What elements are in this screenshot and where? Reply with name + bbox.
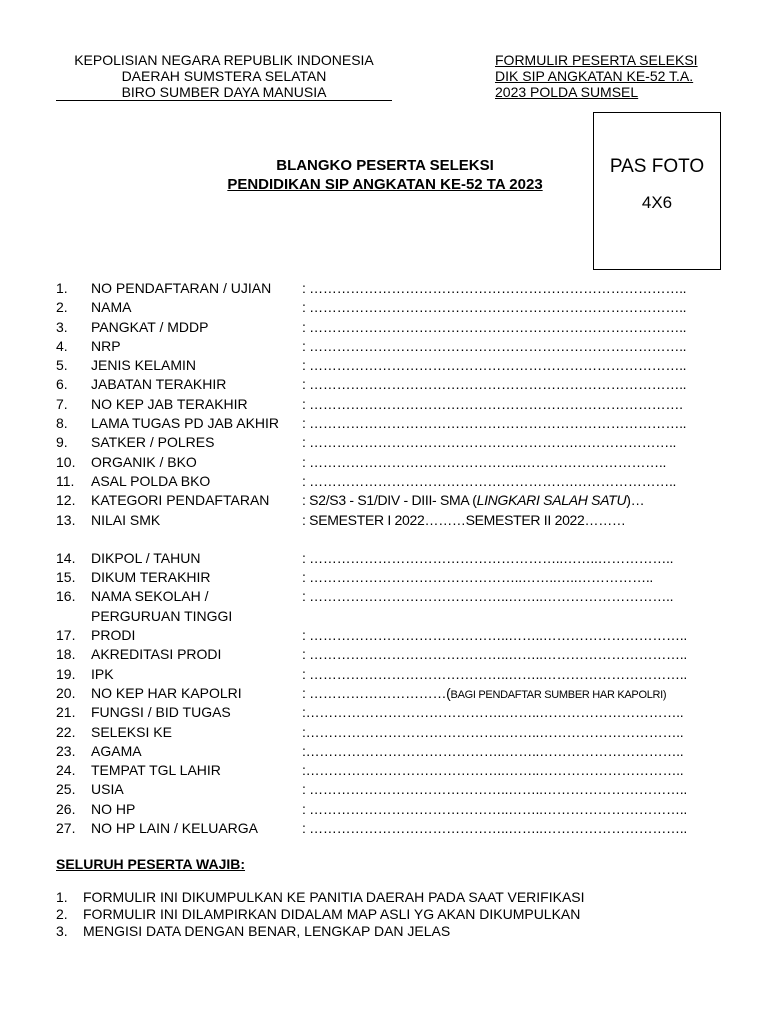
field-value-line[interactable] xyxy=(302,395,683,414)
field-label: FUNGSI / BID TUGAS xyxy=(91,704,231,721)
field-number: 19. xyxy=(56,665,76,682)
field-value-line[interactable] xyxy=(302,318,686,337)
field-number: 7. xyxy=(56,395,68,412)
field-row xyxy=(56,819,716,838)
field-label: NO PENDAFTARAN / UJIAN xyxy=(91,280,272,296)
field-label: PRODI xyxy=(91,627,136,644)
field-value-text: : ……………………………………………………………………….. xyxy=(302,376,687,393)
field-row xyxy=(56,742,716,761)
field-row xyxy=(56,645,716,664)
field-value-line[interactable] xyxy=(302,298,686,317)
field-number: 22. xyxy=(56,723,76,740)
field-value-text: : S2/S3 - S1/DIV - DIII- SMA ( xyxy=(302,492,477,509)
field-value-text: : ……………………………………..……..……………………….. xyxy=(302,588,674,605)
field-number: 5. xyxy=(56,357,68,374)
field-value-line[interactable] xyxy=(302,549,673,568)
field-label: NO HP LAIN / KELUARGA xyxy=(91,820,259,837)
photo-size: 4X6 xyxy=(641,193,673,212)
field-value-text: :……………………………………..……..………………………….. xyxy=(302,723,684,740)
field-value-line[interactable] xyxy=(302,645,687,664)
field-label: LAMA TUGAS PD JAB AKHIR xyxy=(91,415,280,432)
field-number: 23. xyxy=(56,742,76,759)
field-value-text: : ……………………………………..……..………………………….. xyxy=(302,781,687,798)
field-row xyxy=(56,511,716,530)
field-row xyxy=(56,472,716,491)
field-number: 3. xyxy=(56,318,68,335)
field-label: AKREDITASI PRODI xyxy=(91,646,222,663)
field-number: 16. xyxy=(56,588,76,605)
field-number: 17. xyxy=(56,627,76,644)
field-value-line[interactable] xyxy=(302,337,686,356)
note-text: FORMULIR INI DIKUMPULKAN KE PANITIA DAERAH PADA SAAT VERIFIKASI xyxy=(83,889,585,905)
field-value-line[interactable] xyxy=(302,375,686,394)
field-number: 13. xyxy=(56,511,76,528)
field-row xyxy=(56,761,716,780)
field-label-line-2: PERGURUAN TINGGI xyxy=(91,607,233,624)
field-value-text: : ………………………………………………..……..…………….. xyxy=(302,549,674,566)
field-row xyxy=(56,375,716,394)
field-value-text: : ………………………………………………….………………….. xyxy=(302,434,677,451)
photo-label: PAS FOTO xyxy=(609,156,705,177)
field-value-line[interactable] xyxy=(302,761,683,780)
field-row xyxy=(56,414,716,433)
field-value-text: :……………………………………..……..………………………….. xyxy=(302,704,684,721)
field-label: JABATAN TERAKHIR xyxy=(91,376,227,393)
field-row xyxy=(56,626,716,645)
field-value-text: : ……………………………………………………………………….. xyxy=(302,280,687,296)
field-value-line[interactable] xyxy=(302,780,687,799)
field-value-line[interactable] xyxy=(302,742,683,761)
field-value-text: : ……………………………………………………………………….. xyxy=(302,299,687,316)
field-value-line[interactable] xyxy=(302,279,686,298)
field-label: NAMA xyxy=(91,299,132,316)
field-number: 2. xyxy=(56,299,68,316)
field-value-text: : ……………………………………………………………………….. xyxy=(302,357,687,374)
field-label: NRP xyxy=(91,337,121,354)
field-number: 18. xyxy=(56,646,76,663)
org-line-3: BIRO SUMBER DAYA MANUSIA xyxy=(56,84,392,101)
field-label: NO KEP HAR KAPOLRI xyxy=(91,684,242,701)
field-number: 1. xyxy=(56,280,68,296)
field-value-line[interactable] xyxy=(302,587,673,606)
note-text: FORMULIR INI DILAMPIRKAN DIDALAM MAP ASLI YG AKAN DIKUMPULKAN xyxy=(83,906,581,922)
field-label: DIKPOL / TAHUN xyxy=(91,549,201,566)
field-value-line[interactable] xyxy=(302,472,676,491)
field-row xyxy=(56,800,716,819)
field-row xyxy=(56,665,716,684)
field-row xyxy=(56,337,716,356)
field-value-suffix: )… xyxy=(626,492,645,509)
field-value-line[interactable] xyxy=(302,356,686,375)
organization-header xyxy=(56,52,392,101)
field-row xyxy=(56,568,716,587)
field-row xyxy=(56,318,716,337)
notes-title: SELURUH PESERTA WAJIB: xyxy=(56,856,246,872)
field-number: 12. xyxy=(56,492,76,509)
field-number: 14. xyxy=(56,549,76,566)
note-text: MENGISI DATA DENGAN BENAR, LENGKAP DAN JELAS xyxy=(83,923,451,939)
note-number: 1. xyxy=(56,889,68,905)
field-number: 9. xyxy=(56,434,68,451)
field-value-line[interactable] xyxy=(302,414,686,433)
field-row xyxy=(56,279,716,298)
field-number: 8. xyxy=(56,415,68,432)
field-number: 11. xyxy=(56,472,75,489)
field-number: 20. xyxy=(56,684,76,701)
field-row xyxy=(56,356,716,375)
field-value-text: : ………………………………………..……..…..…………….. xyxy=(302,569,653,586)
field-value-italic: LINGKARI SALAH SATU xyxy=(476,492,627,509)
note-number: 3. xyxy=(56,923,68,939)
form-ref-line-1: FORMULIR PESERTA SELEKSI xyxy=(495,52,698,68)
field-value-line[interactable] xyxy=(302,433,676,452)
field-number: 10. xyxy=(56,453,76,470)
field-number: 24. xyxy=(56,762,76,779)
field-value-text: : ……………………………………………………………………….. xyxy=(302,318,687,335)
field-label: AGAMA xyxy=(91,742,142,759)
field-value-text: :……………………………………..……..………………………….. xyxy=(302,762,684,779)
field-row xyxy=(56,684,716,703)
field-label: SATKER / POLRES xyxy=(91,434,215,451)
field-number: 26. xyxy=(56,800,76,817)
field-value-text: : ……………………………………..……..………………………….. xyxy=(302,646,687,663)
field-label: SELEKSI KE xyxy=(91,723,172,740)
field-label: DIKUM TERAKHIR xyxy=(91,569,211,586)
field-value-note: BAGI PENDAFTAR SUMBER HAR KAPOLRI) xyxy=(450,688,667,701)
field-value-line[interactable] xyxy=(302,819,687,838)
field-value-text: : ………………………………………………………………………. xyxy=(302,395,683,412)
field-label: ASAL POLDA BKO xyxy=(91,472,211,489)
field-row xyxy=(56,587,716,626)
note-number: 2. xyxy=(56,906,68,922)
field-number: 15. xyxy=(56,569,76,586)
form-ref-line-2: DIK SIP ANGKATAN KE-52 T.A. xyxy=(495,68,694,84)
field-label: NO HP xyxy=(91,800,136,817)
field-value-text: : ……………………………………..……..………………………….. xyxy=(302,800,687,817)
field-number: 6. xyxy=(56,376,68,393)
field-row xyxy=(56,549,716,568)
field-label: IPK xyxy=(91,665,114,682)
field-number: 21. xyxy=(56,704,76,721)
field-row xyxy=(56,453,716,472)
field-list xyxy=(56,279,716,838)
field-value-text: :……………………………………..……..………………………….. xyxy=(302,742,684,759)
field-label: NAMA SEKOLAH / xyxy=(91,588,209,605)
field-value-text: : ………………………………………………….………………….. xyxy=(302,472,677,489)
field-label: NO KEP JAB TERAKHIR xyxy=(91,395,248,412)
field-row xyxy=(56,491,716,510)
field-row xyxy=(56,703,716,722)
field-value-line[interactable] xyxy=(302,703,683,722)
field-value-text: : SEMESTER I 2022………SEMESTER II 2022……… xyxy=(302,511,626,528)
field-number: 27. xyxy=(56,820,76,837)
field-value-line[interactable] xyxy=(302,665,687,684)
field-value-line[interactable] xyxy=(302,723,683,742)
field-value-text: : ……………………………………..……..………………………….. xyxy=(302,665,687,682)
field-value-text: : ……………………………………..……..………………………….. xyxy=(302,627,687,644)
field-label: NILAI SMK xyxy=(91,511,161,528)
photo-box xyxy=(593,112,721,270)
field-value-line[interactable] xyxy=(302,453,666,472)
field-value-line[interactable] xyxy=(302,800,687,819)
field-number: 4. xyxy=(56,337,68,354)
field-value-line[interactable] xyxy=(302,568,653,587)
field-label: JENIS KELAMIN xyxy=(91,357,197,374)
field-row xyxy=(56,723,716,742)
form-ref-line-3: 2023 POLDA SUMSEL xyxy=(495,84,639,100)
field-value-line[interactable] xyxy=(302,491,644,510)
field-value-text: : ……………………………………………………………………….. xyxy=(302,415,687,432)
org-line-1: KEPOLISIAN NEGARA REPUBLIK INDONESIA xyxy=(74,52,374,68)
field-row xyxy=(56,780,716,799)
title-line-2: PENDIDIKAN SIP ANGKATAN KE-52 TA 2023 xyxy=(227,176,543,193)
field-label: KATEGORI PENDAFTARAN xyxy=(91,492,270,509)
field-value-text: : ……………………………………………………………………….. xyxy=(302,337,687,354)
field-label: TEMPAT TGL LAHIR xyxy=(91,762,221,779)
field-value-line[interactable] xyxy=(302,684,666,705)
org-line-2: DAERAH SUMSTERA SELATAN xyxy=(121,68,327,84)
field-value-text: : …………………………( xyxy=(302,684,451,701)
field-row xyxy=(56,298,716,317)
field-value-text: : ………………………………………..………………………….. xyxy=(302,453,667,470)
field-label: ORGANIK / BKO xyxy=(91,453,197,470)
field-label: PANGKAT / MDDP xyxy=(91,318,209,335)
field-number: 25. xyxy=(56,781,76,798)
field-value-text: : ……………………………………..……..………………………….. xyxy=(302,820,687,837)
field-label: USIA xyxy=(91,781,124,798)
form-reference-header xyxy=(495,52,698,100)
field-value-line[interactable] xyxy=(302,626,687,645)
field-value-line[interactable] xyxy=(302,511,626,530)
field-row xyxy=(56,395,716,414)
title-line-1: BLANGKO PESERTA SELEKSI xyxy=(276,157,494,174)
form-title xyxy=(192,156,578,194)
field-row xyxy=(56,433,716,452)
